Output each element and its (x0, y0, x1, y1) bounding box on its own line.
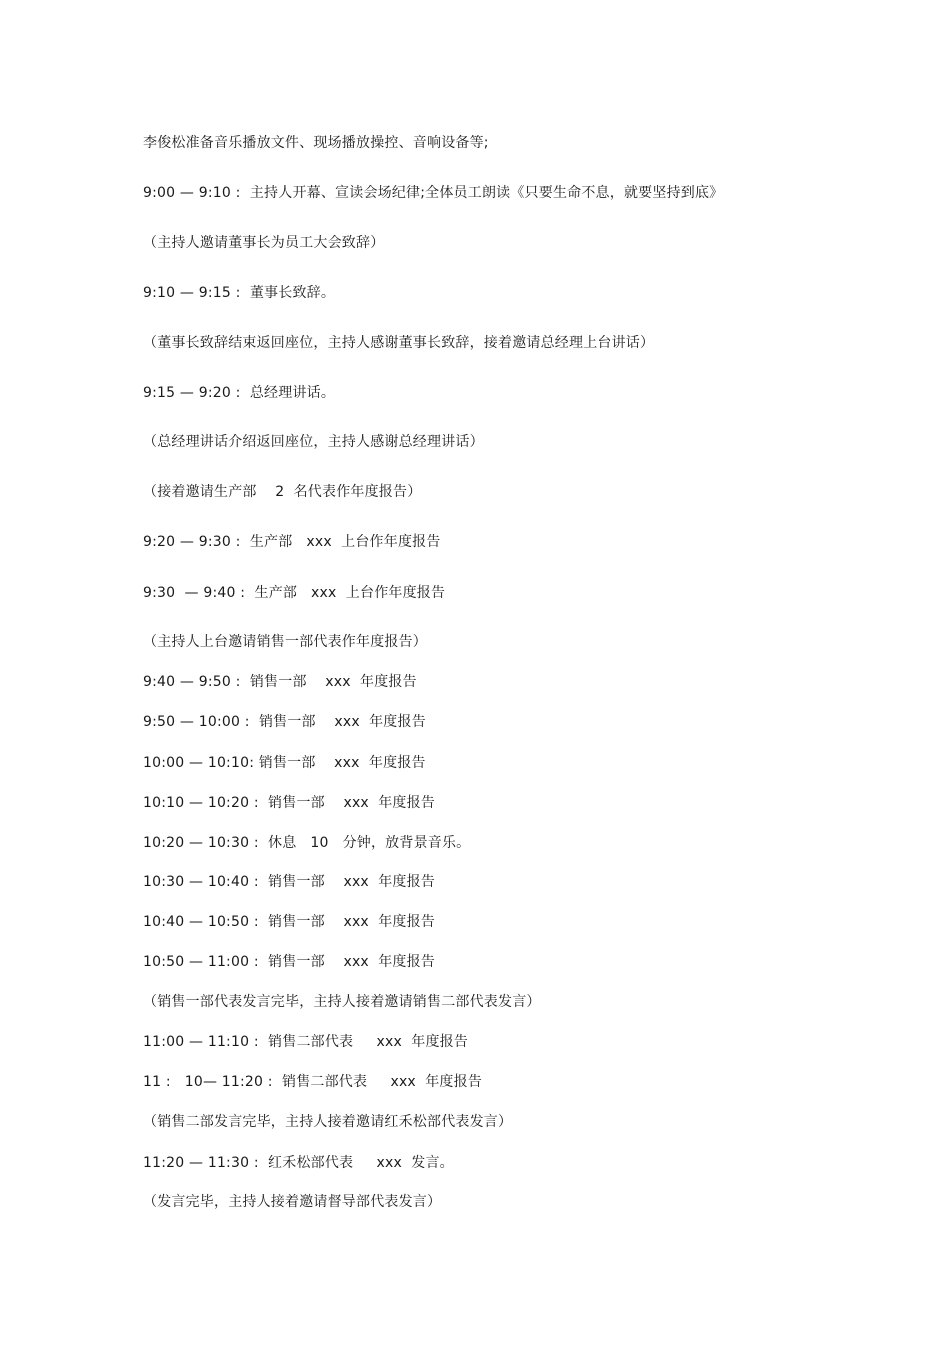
schedule-line: 9:10 — 9:15 : 董事长致辞。 (143, 285, 336, 301)
schedule-line: 9:40 — 9:50 : 销售一部 xxx 年度报告 (143, 674, 417, 690)
schedule-line: 9:30 — 9:40 : 生产部 xxx 上台作年度报告 (143, 585, 446, 601)
note-line: （主持人上台邀请销售一部代表作年度报告） (143, 634, 427, 650)
schedule-line: 9:15 — 9:20 : 总经理讲话。 (143, 385, 336, 401)
schedule-line: 10:00 — 10:10: 销售一部 xxx 年度报告 (143, 755, 426, 771)
note-line: （发言完毕，主持人接着邀请督导部代表发言） (143, 1194, 442, 1210)
schedule-line: 11 : 10— 11:20 : 销售二部代表 xxx 年度报告 (143, 1074, 483, 1090)
schedule-line: 9:20 — 9:30 : 生产部 xxx 上台作年度报告 (143, 534, 441, 550)
note-line: （接着邀请生产部 2 名代表作年度报告） (143, 484, 422, 500)
note-line: （主持人邀请董事长为员工大会致辞） (143, 235, 385, 251)
note-line: （销售二部发言完毕，主持人接着邀请红禾松部代表发言） (143, 1114, 513, 1130)
schedule-line: 10:50 — 11:00 : 销售一部 xxx 年度报告 (143, 954, 436, 970)
schedule-line: 10:10 — 10:20 : 销售一部 xxx 年度报告 (143, 795, 436, 811)
schedule-line: 10:20 — 10:30 : 休息 10 分钟，放背景音乐。 (143, 835, 471, 851)
note-line: （董事长致辞结束返回座位，主持人感谢董事长致辞，接着邀请总经理上台讲话） (143, 335, 655, 351)
schedule-line: 9:00 — 9:10 : 主持人开幕、宣读会场纪律;全体员工朗读《只要生命不息，就要坚持到底》 (143, 185, 724, 201)
schedule-line: 10:40 — 10:50 : 销售一部 xxx 年度报告 (143, 914, 436, 930)
note-line: （总经理讲话介绍返回座位，主持人感谢总经理讲话） (143, 434, 484, 450)
schedule-line: 11:20 — 11:30 : 红禾松部代表 xxx 发言。 (143, 1155, 454, 1171)
schedule-line: 9:50 — 10:00 : 销售一部 xxx 年度报告 (143, 714, 426, 730)
text-line: 李俊松准备音乐播放文件、现场播放操控、音响设备等; (143, 135, 489, 151)
schedule-line: 10:30 — 10:40 : 销售一部 xxx 年度报告 (143, 874, 436, 890)
schedule-line: 11:00 — 11:10 : 销售二部代表 xxx 年度报告 (143, 1034, 469, 1050)
note-line: （销售一部代表发言完毕，主持人接着邀请销售二部代表发言） (143, 994, 541, 1010)
